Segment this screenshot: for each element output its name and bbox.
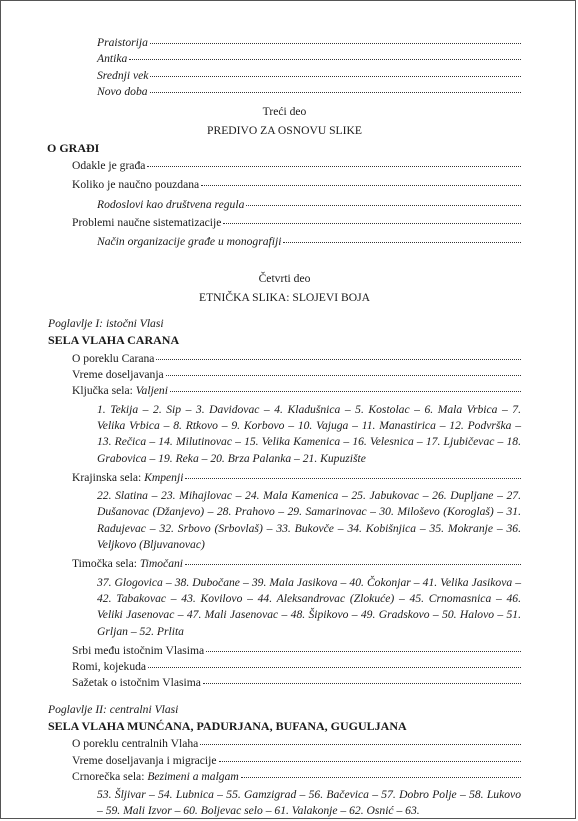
toc-entry-label: Sažetak o istočnim Vlasima [72,676,201,690]
toc-entry-label [72,556,183,572]
toc-entry[interactable] [48,84,521,100]
toc-entry-label: Srbi među istočnim Vlasima [72,643,205,657]
leader-dots [203,673,521,684]
toc-entry-label [72,470,183,486]
toc-entry[interactable] [48,470,521,486]
toc-entry-label: O poreklu centralnih Vlaha [72,737,199,751]
leader-dots [148,657,521,668]
chapter-heading: SELA VLAHA MUNĆANA, PADURJANA, BUFANA, GUGULJANA [48,718,407,733]
leader-dots [283,232,521,243]
leader-dots [185,468,521,479]
leader-dots [150,66,521,77]
leader-dots [241,767,521,778]
toc-entry-prefix: Crnorečka sela: [72,769,148,783]
toc-entry-name: Valjeni [135,384,168,398]
leader-dots [170,381,521,392]
leader-dots [201,175,521,186]
toc-entry-label: Vreme doseljavanja i migracije [72,753,217,767]
toc-entry-name: Timočani [139,557,184,571]
section-heading: O GRAĐI [47,140,100,155]
toc-entry[interactable] [48,675,521,691]
village-list: 37. Glogovica – 38. Dubočane – 39. Mala Jasikova – 40. Čokonjar – 41. Velika Jasikova – 42. Tabakovac – 43. Kovilovo – 44. Aleksandrovac (Zlokuće) – 45. Crnomasnica – 46. Veliki Jasenovac – 47. Mali Jasenovac – 48. Šipikovo – 49. Gradskovo – 50. Halovo – 51. Grljan – 52. Prlita [97,575,521,638]
chapter-label: Poglavlje II: centralni Vlasi [48,702,179,716]
village-list: 1. Tekija – 2. Sip – 3. Davidovac – 4. Kladušnica – 5. Kostolac – 6. Mala Vrbica – 7. Velika Vrbica – 8. Rtkovo – 9. Korbovo – 10. Vajuga – 11. Manastirica – 12. Podvrška – 13. Rečica – 14. Milutinovac – 15. Velika Kamenica – 16. Velesnica – 17. Ljubičevac – 18. Grabovica – 19. Reka – 20. Brza Palanka – 21. Kupuzište [97,402,521,465]
toc-entry-name: Kmpenji [144,470,184,484]
toc-entry[interactable] [48,383,521,399]
toc-entry-label: Antika [97,52,128,66]
chapter-label: Poglavlje I: istočni Vlasi [48,317,164,331]
toc-entry-label: O poreklu Carana [72,351,155,365]
table-of-contents [48,35,521,820]
leader-dots [206,641,521,652]
leader-dots [147,156,521,167]
toc-entry[interactable] [48,215,521,231]
leader-dots [156,349,521,360]
toc-entry[interactable] [48,556,521,572]
part-subtitle: PREDIVO ZA OSNOVU SLIKE [207,124,362,138]
part-subtitle: ETNIČKA SLIKA: SLOJEVI BOJA [198,290,370,304]
toc-entry-label: Romi, kojekuda [72,660,147,674]
part-title: Treći deo [262,105,307,119]
toc-entry[interactable] [48,197,521,213]
toc-entry[interactable] [48,769,521,785]
toc-entry[interactable] [48,158,521,174]
toc-entry-label: Odakle je građa [72,159,146,173]
leader-dots [223,213,521,224]
part-title: Četvrti deo [258,271,311,285]
chapter-heading: SELA VLAHA CARANA [48,333,180,348]
toc-entry-label: Praistorija [97,36,148,49]
toc-entry-label: Način organizacije građe u monografiji [97,235,282,249]
leader-dots [185,554,521,565]
toc-entry-prefix: Krajinska sela: [72,470,145,484]
toc-entry[interactable] [48,234,521,250]
leader-dots [150,33,521,44]
toc-entry-label: Vreme doseljavanja [72,368,164,382]
toc-entry-label [72,769,239,785]
village-list: 53. Šljivar – 54. Lubnica – 55. Gamzigrad – 56. Bačevica – 57. Dobro Polje – 58. Lukovo – 59. Mali Izvor – 60. Boljevac selo – 61. Valakonje – 62. Osnić – 63. [97,788,521,818]
toc-entry[interactable] [48,177,521,193]
toc-entry-label: Problemi naučne sistematizacije [72,215,222,229]
toc-entry-label: Novo doba [97,84,148,98]
toc-entry-prefix: Ključka sela: [72,384,136,398]
toc-entry-label: Koliko je naučno pouzdana [72,178,200,192]
toc-entry-prefix: Timočka sela: [72,557,140,571]
leader-dots [200,734,521,745]
leader-dots [166,365,521,376]
toc-entry-label: Srednji vek [97,68,149,82]
leader-dots [150,82,521,93]
toc-entry-label [72,383,168,399]
leader-dots [246,195,521,206]
leader-dots [219,751,522,762]
village-list: 22. Slatina – 23. Mihajlovac – 24. Mala Kamenica – 25. Jabukovac – 26. Dupljane – 27. Dušanovac (Džanjevo) – 28. Prahovo – 29. Samarinovac – 30. Miloševo (Koroglaš) – 31. Radujevac – 32. Srbovo (Srbovlaš) – 33. Bukovče – 34. Kobišnjica – 35. Mokranje – 36. Veljkovo (Bljuvanovac) [97,489,521,552]
toc-entry-name: Bezimeni a malgam [147,769,239,783]
toc-entry-label: Rodoslovi kao društvena regula [97,197,245,211]
leader-dots [129,49,521,60]
